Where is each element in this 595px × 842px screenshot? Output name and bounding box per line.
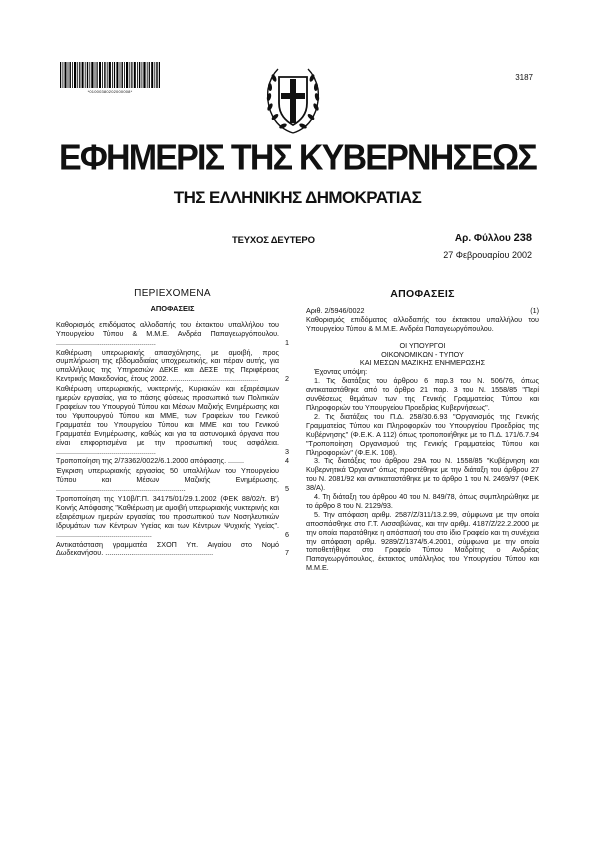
decision-paragraph: 3. Τις διατάξεις του άρθρου 29Α του Ν. 1558/85 "Κυβέρνηση και Κυβερνητικά Όργανα" όπως προστέθηκε με την διάταξη του άρθρου 27 του Ν. 2081/92 και αντικαταστάθηκε με το άρθρο 1 του Ν. 2469/97 (ΦΕΚ 38/Α). [306,456,539,493]
toc-item-text: Τροποποίηση της 2/73362/0022/6.1.2000 απόφασης. ........ [56,456,245,466]
ministers-line: ΟΙΚΟΝΟΜΙΚΩΝ - ΤΥΠΟΥ [381,349,464,359]
gazette-subtitle: ΤΗΣ ΕΛΛΗΝΙΚΗΣ ΔΗΜΟΚΡΑΤΙΑΣ [173,188,422,207]
toc-item [56,385,289,456]
preamble: Έχοντας υπόψη: [314,367,368,377]
decision-paragraph: 4. Τη διάταξη του άρθρου 40 του Ν. 849/78, όπως συμπληρώθηκε με το άρθρο 8 του Ν. 2129/93. [306,492,539,510]
toc-item-text: Τροποποίηση της Υ10β/Γ.Π. 34175/01/29.1.2002 (ΦΕΚ 88/02/τ. Β') Κοινής Απόφασης "Καθιέρωση με αμοιβή υπερωριακής νυκτερινής και εξαιρέσιμων ημερών εργασίας του προσωπικού των Νοσηλευτικών Ιδρυμάτων των Κέντρων Υγείας και των Κέντρων Ψυχικής Υγείας". ................................................ [56,494,279,539]
sheet-number [455,232,532,244]
decisions-heading: ΑΠΟΦΑΣΕΙΣ [390,288,455,300]
toc-item-text: Αντικατάσταση γραμματέα ΣΧΟΠ Υπ. Αιγαίου στο Νομό Δωδεκανήσου. ...................................................... [56,539,279,558]
ministers-title: ΟΙ ΥΠΟΥΡΓΟΙ [399,340,446,350]
decision-subject: Καθορισμός επιδόματος αλλοδαπής του έκτακτου υπαλλήλου του Υπουργείου Τύπου & Μ.Μ.Ε. Ανδρέα Παπαγεωργόπουλου. [306,314,539,333]
issue-label: ΤΕΥΧΟΣ ΔΕΥΤΕΡΟ [232,235,315,246]
toc-item-page: 3 [285,446,289,456]
toc-item-text: Έγκριση υπερωριακής εργασίας 50 υπαλλήλων του Υπουργείου Τύπου και Μέσων Μαζικής Ενημέρωσης. ................................................................. [56,466,279,494]
decision-index: (1) [530,305,539,315]
decision-paragraph: 2. Τις διατάξεις του Π.Δ. 258/30.6.93 "Οργανισμός της Γενικής Γραμματείας Τύπου και Πληροφοριών του Υπουργείου Προεδρίας της Κυβέρνησης" (Φ.Ε.Κ. Α 112) όπως τροποποιήθηκε με το Π.Δ. 171/6.7.94 "Τροποποίηση Οργανισμού της Γενικής Γραμματείας Τύπου και Πληροφοριών" (Φ.Ε.Κ. 108). [306,411,539,457]
contents-heading: ΠΕΡΙΕΧΟΜΕΝΑ [134,288,211,299]
toc-item [56,349,289,385]
decision-ref-number: Αριθ. 2/5946/0022 [306,305,365,315]
contents-column [56,290,289,559]
page-number: 3187 [515,73,533,82]
toc-item [56,467,289,494]
toc-item-page: 5 [285,484,289,494]
decision-paragraph: 5. Την απόφαση αριθμ. 2587/Ζ/311/13.2.99, σύμφωνα με την οποία αποσπάσθηκε στο Γ.Τ. Λισσαβώνας, και την αριθμ. 4187/Ζ/22.2.2000 με την οποία παρατάθηκε η απόσπασή του στο ίδιο Γραφείο και τη συνέχεια την απόφαση αριθμ. 9289/Ζ/1374/5.4.2001, σύμφωνα με την οποία τοποθετήθηκε στο Γραφείο Τύπου Μαδρίτης ο Ανδρέας Παπαγεωργόπουλος, έκτακτος υπάλληλος του Υπουργείου Τύπου και Μ.Μ.Ε. [306,509,539,573]
sheet-label: Αρ. Φύλλου [454,233,511,244]
greek-coat-of-arms-icon [262,63,324,137]
ministers-line: ΚΑΙ ΜΕΣΩΝ ΜΑΖΙΚΗΣ ΕΝΗΜΕΡΩΣΗΣ [359,358,486,368]
toc-item [56,495,289,540]
toc-item-page: 6 [285,529,289,539]
toc-item [56,457,289,466]
toc-item-page: 2 [285,374,289,384]
toc-item-text: Καθορισμός επιδόματος αλλοδαπής του έκτακτου υπαλλήλου του Υπουργείου Τύπου & Μ.Μ.Ε. Ανδρέα Παπαγεωργόπουλου. .................................................. [56,319,279,347]
toc-item [56,321,289,348]
toc-item-page: 1 [285,337,289,347]
toc-item-page: 4 [285,456,289,466]
decision-paragraph: 1. Τις διατάξεις του άρθρου 6 παρ.3 του Ν. 506/76, όπως αντικαταστάθηκε από το άρθρο 21 παρ. 3 του Ν. 1558/85 "Περί συνθέσεως θεμάτων των της Γενικής Γραμματείας Τύπου και Πληροφοριών του Υπουργείου Προεδρίας Κυβερνήσεως". [306,376,539,412]
toc-item [56,541,289,559]
decisions-column [306,290,539,573]
contents-subheading: ΑΠΟΦΑΣΕΙΣ [150,303,195,313]
sheet-value: 238 [513,232,532,244]
toc-item-text: Καθιέρωση υπερωριακής απασχόλησης, με αμοιβή, προς συμπλήρωση της εβδομαδιαίας υποχρεωτικής, και πέραν αυτής, για υπαλλήλους της Υπηρεσιών ΔΕΚΕ και ΔΕΣΕ της Περιφέρειας Κεντρικής Μακεδονίας, έτους 2002. ............................................ [56,347,279,384]
gazette-title: ΕΦΗΜΕΡΙΣ ΤΗΣ ΚΥΒΕΡΝΗΣΕΩΣ [58,138,537,178]
toc-item-page: 7 [285,548,289,558]
toc-item-text: Καθιέρωση υπερωριακής, νυκτερινής, Κυριακών και εξαιρέσιμων ημερών εργασίας, για το πάσης φύσεως προσωπικό των Πολιτικών Γραφείων του Υπουργού Τύπου και Μέσων Μαζικής Ενημέρωσης και του Υφυπουργού Τύπου και ΜΜΕ, των Γραφείων του Γενικού Γραμματέα του Υπουργείου Τύπου και ΜΜΕ και του Γενικού Γραμματέα Ενημέρωσης, καθώς και για τα αστυνομικά όργανα που είναι επιφορτισμένα με την προσωπική τους ασφάλεια. .................................................. [56,384,279,456]
barcode [60,62,160,88]
issue-date: 27 Φεβρουαρίου 2002 [443,250,532,260]
barcode-number: *01000380202000008* [87,89,133,94]
